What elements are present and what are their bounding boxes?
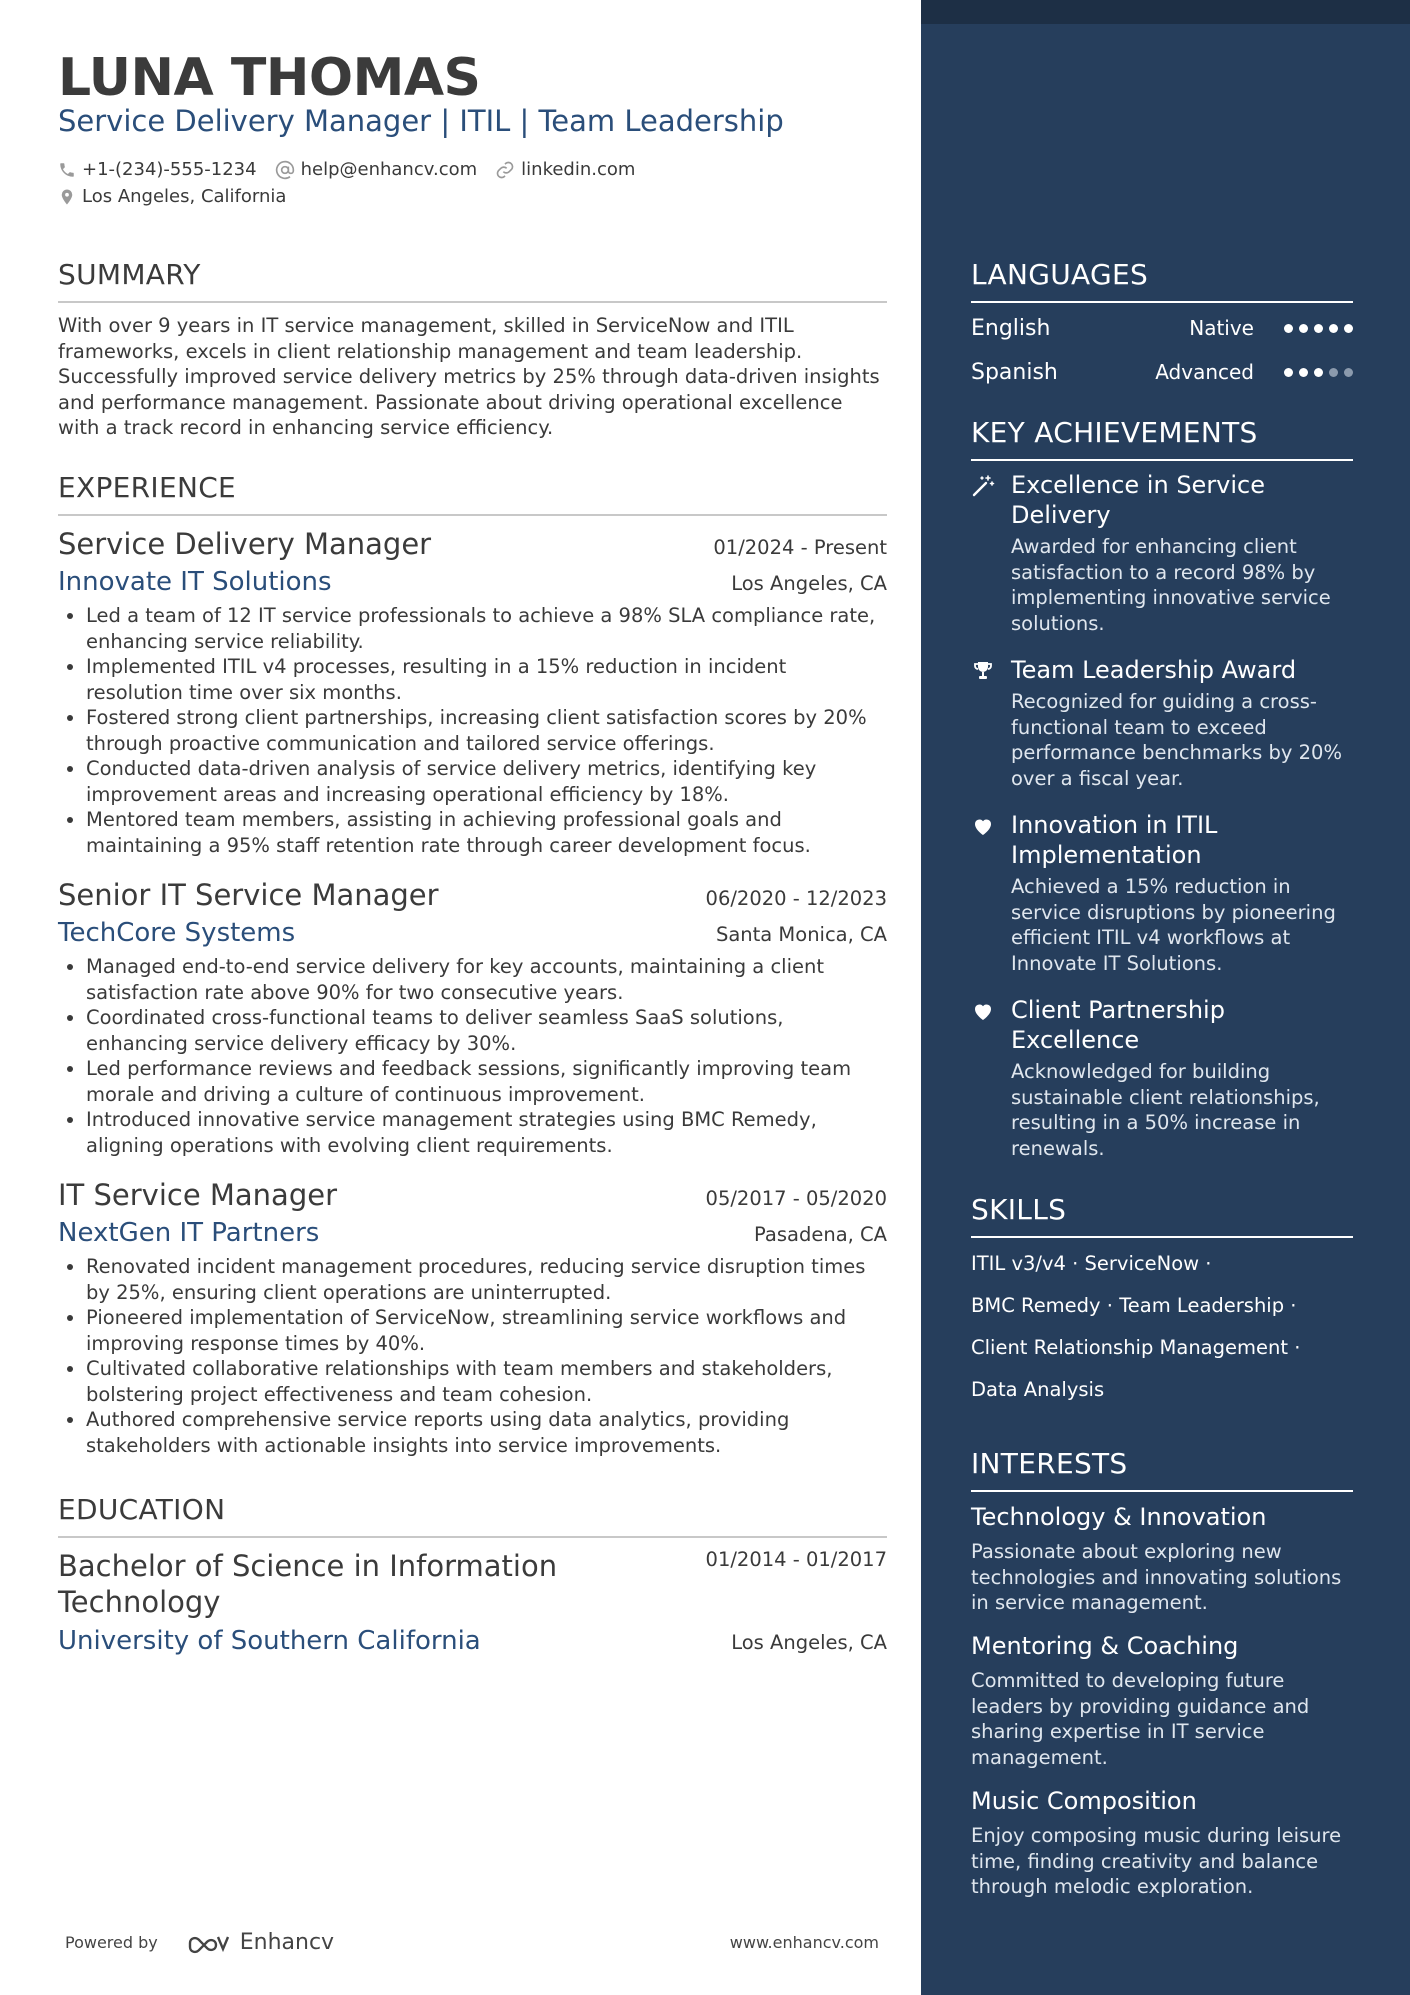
language-name: Spanish <box>971 359 1058 385</box>
rating-dot <box>1314 324 1323 333</box>
achievement-title: Innovation in ITIL Implementation <box>1011 811 1218 869</box>
achievement-title: Excellence in Service Delivery <box>1011 471 1266 529</box>
bullet-item: • Led a team of 12 IT service professionals to achieve a 98% SLA compliance rate, enhancing service reliability. <box>86 603 887 654</box>
brand-name: Enhancv <box>239 1930 335 1955</box>
achievement-desc: Recognized for guiding a cross-functional team to exceed performance benchmarks by 20% over a fiscal year. <box>1011 690 1342 790</box>
job-entry <box>58 527 887 858</box>
achievement-item <box>971 810 1353 976</box>
job-date: 01/2024 - Present <box>713 536 887 559</box>
rating-dot <box>1314 368 1323 377</box>
job-entry <box>58 878 887 1158</box>
rating-dot <box>1299 368 1308 377</box>
contact-email[interactable] <box>275 159 478 180</box>
skill-line: ITIL v3/v4 · ServiceNow · <box>971 1252 1212 1275</box>
education-entry <box>58 1548 887 1656</box>
contact-phone <box>58 159 257 180</box>
contact-row-2 <box>58 186 304 207</box>
language-rating <box>1284 324 1353 333</box>
footer-url[interactable]: www.enhancv.com <box>729 1933 879 1952</box>
company-name: NextGen IT Partners <box>58 1218 320 1248</box>
experience-section <box>58 471 887 516</box>
job-location: Los Angeles, CA <box>731 572 887 595</box>
job-date: 05/2017 - 05/2020 <box>705 1187 887 1210</box>
candidate-name: LUNA THOMAS <box>58 48 481 108</box>
job-bullets <box>58 1254 887 1458</box>
trophy-icon <box>971 659 995 683</box>
achievement-desc: Achieved a 15% reduction in service disruptions by pioneering efficient ITIL v4 workflows at Innovate IT Solutions. <box>1011 875 1336 975</box>
skill-line: Client Relationship Management · <box>971 1336 1301 1359</box>
language-rating <box>1284 368 1353 377</box>
bullet-item: • Managed end-to-end service delivery for key accounts, maintaining a client satisfaction rate above 90% for two consecutive years. <box>86 954 887 1005</box>
languages-section <box>971 258 1353 303</box>
summary-section <box>58 258 887 441</box>
bullet-item: • Coordinated cross-functional teams to deliver seamless SaaS solutions, enhancing service delivery efficacy by 30%. <box>86 1005 887 1056</box>
job-location: Pasadena, CA <box>754 1223 887 1246</box>
phone-text: +1-(234)-555-1234 <box>82 159 257 180</box>
magic-wand-icon <box>971 474 995 498</box>
interest-desc: Passionate about exploring new technologies and innovating solutions in service management. <box>971 1540 1342 1614</box>
footer <box>65 1930 879 1955</box>
sidebar-top-bar <box>921 0 1410 24</box>
bullet-item: • Conducted data-driven analysis of service delivery metrics, identifying key improvement areas and increasing operational efficiency by 18%. <box>86 756 887 807</box>
education-title: EDUCATION <box>58 1493 887 1538</box>
headline: Service Delivery Manager | ITIL | Team Leadership <box>58 104 784 138</box>
job-date: 06/2020 - 12/2023 <box>705 887 887 910</box>
achievements-title: KEY ACHIEVEMENTS <box>971 416 1353 461</box>
skills-title: SKILLS <box>971 1193 1353 1238</box>
job-title: IT Service Manager <box>58 1178 337 1212</box>
enhancv-logo-icon <box>186 1931 232 1955</box>
bullet-item: • Led performance reviews and feedback sessions, significantly improving team morale and driving a culture of continuous improvement. <box>86 1056 887 1107</box>
experience-title: EXPERIENCE <box>58 471 887 516</box>
linkedin-text[interactable]: linkedin.com <box>521 159 636 180</box>
degree-title: Bachelor of Science in Information Technology <box>58 1549 558 1619</box>
summary-text: With over 9 years in IT service management, skilled in ServiceNow and ITIL frameworks, excels in client relationship management and team leadership. Successfully improved service delivery metrics by 25% through data-driven insights and performance management. Passionate about driving operational excellence with a track record in enhancing service efficiency. <box>58 314 880 439</box>
job-location: Santa Monica, CA <box>715 923 887 946</box>
interest-title: Mentoring & Coaching <box>971 1632 1239 1660</box>
interest-desc: Committed to developing future leaders by providing guidance and sharing expertise in IT service management. <box>971 1669 1310 1769</box>
heart-icon <box>971 814 995 838</box>
skill-line: Data Analysis <box>971 1378 1105 1401</box>
achievement-desc: Acknowledged for building sustainable client relationships, resulting in a 50% increase in renewals. <box>1011 1060 1320 1160</box>
interest-title: Music Composition <box>971 1787 1197 1815</box>
rating-dot <box>1329 368 1338 377</box>
interests-title: INTERESTS <box>971 1447 1353 1492</box>
job-title: Service Delivery Manager <box>58 527 432 561</box>
bullet-item: • Fostered strong client partnerships, increasing client satisfaction scores by 20% through proactive communication and tailored service offerings. <box>86 705 887 756</box>
interest-desc: Enjoy composing music during leisure time, finding creativity and balance through melodic exploration. <box>971 1824 1342 1898</box>
location-text: Los Angeles, California <box>82 186 287 207</box>
interest-item <box>971 1632 1353 1770</box>
contact-row <box>58 159 653 180</box>
contact-linkedin[interactable] <box>495 159 635 180</box>
rating-dot <box>1344 368 1353 377</box>
language-item <box>971 313 1353 343</box>
school-name: University of Southern California <box>58 1626 481 1656</box>
achievement-title: Client Partnership Excellence <box>1011 996 1225 1054</box>
rating-dot <box>1284 324 1293 333</box>
powered-by <box>65 1930 334 1955</box>
email-text[interactable]: help@enhancv.com <box>300 159 478 180</box>
phone-icon <box>58 161 76 179</box>
bullet-item: • Introduced innovative service management strategies using BMC Remedy, aligning operations with evolving client requirements. <box>86 1107 887 1158</box>
achievement-desc: Awarded for enhancing client satisfaction to a record 98% by implementing innovative service solutions. <box>1011 535 1331 635</box>
job-bullets <box>58 954 887 1158</box>
achievement-item <box>971 995 1353 1161</box>
language-level: Advanced <box>1155 360 1254 384</box>
summary-title: SUMMARY <box>58 258 887 303</box>
achievement-title: Team Leadership Award <box>1011 656 1297 684</box>
language-name: English <box>971 315 1051 341</box>
languages-title: LANGUAGES <box>971 258 1353 303</box>
language-item <box>971 357 1353 387</box>
powered-by-label: Powered by <box>65 1933 158 1952</box>
sidebar <box>921 0 1410 1995</box>
bullet-item: • Authored comprehensive service reports using data analytics, providing stakeholders with actionable insights into service improvements. <box>86 1407 887 1458</box>
job-entry <box>58 1178 887 1458</box>
job-title: Senior IT Service Manager <box>58 878 439 912</box>
interest-item <box>971 1787 1353 1900</box>
language-level: Native <box>1189 316 1254 340</box>
bullet-item: • Pioneered implementation of ServiceNow, streamlining service workflows and improving response times by 40%. <box>86 1305 887 1356</box>
brand-logo[interactable] <box>186 1930 334 1955</box>
at-icon <box>275 160 295 180</box>
company-name: Innovate IT Solutions <box>58 567 332 597</box>
achievement-item <box>971 470 1353 636</box>
bullet-item: • Implemented ITIL v4 processes, resulting in a 15% reduction in incident resolution time over six months. <box>86 654 887 705</box>
interest-item <box>971 1503 1353 1616</box>
location-pin-icon <box>58 187 76 207</box>
achievements-section <box>971 416 1353 461</box>
skills-section <box>971 1193 1353 1238</box>
interests-section <box>971 1447 1353 1492</box>
school-location: Los Angeles, CA <box>731 1631 887 1654</box>
bullet-item: • Cultivated collaborative relationships with team members and stakeholders, bolstering project effectiveness and team cohesion. <box>86 1356 887 1407</box>
rating-dot <box>1344 324 1353 333</box>
achievement-item <box>971 655 1353 791</box>
job-bullets <box>58 603 887 858</box>
skill-line: BMC Remedy · Team Leadership · <box>971 1294 1297 1317</box>
company-name: TechCore Systems <box>58 918 296 948</box>
education-section <box>58 1493 887 1538</box>
bullet-item: • Renovated incident management procedures, reducing service disruption times by 25%, ensuring client operations are uninterrupted. <box>86 1254 887 1305</box>
education-date: 01/2014 - 01/2017 <box>705 1548 887 1571</box>
rating-dot <box>1299 324 1308 333</box>
bullet-item: • Mentored team members, assisting in achieving professional goals and maintaining a 95% staff retention rate through career development focus. <box>86 807 887 858</box>
interest-title: Technology & Innovation <box>971 1503 1267 1531</box>
link-icon <box>495 160 515 180</box>
rating-dot <box>1284 368 1293 377</box>
heart-icon <box>971 999 995 1023</box>
rating-dot <box>1329 324 1338 333</box>
contact-location <box>58 186 286 207</box>
